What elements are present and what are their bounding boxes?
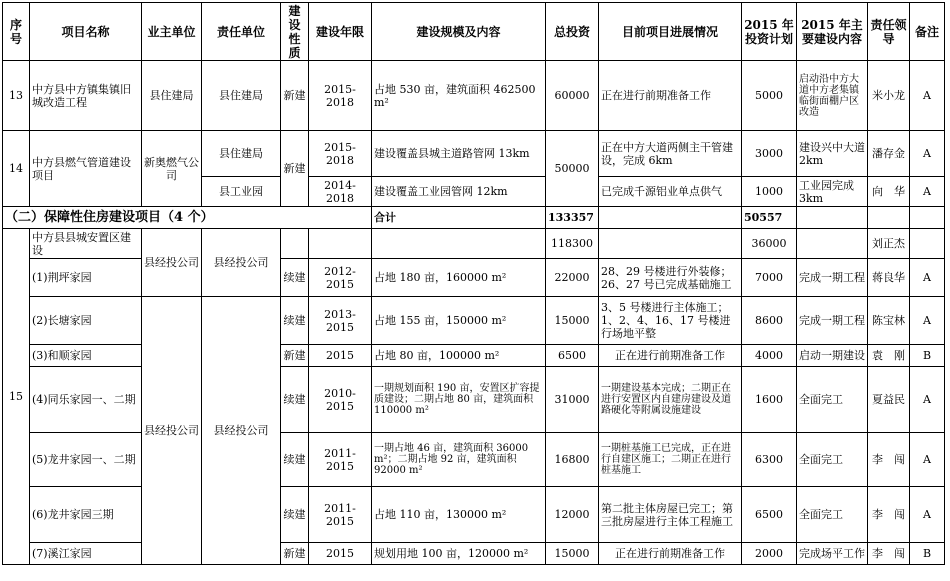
section-row [3, 207, 945, 229]
item5-note: A [910, 433, 945, 487]
row15-main-scale [372, 229, 546, 259]
table-row [3, 229, 945, 259]
row14-name: 中方县燃气管道建设项目 [30, 131, 142, 207]
header-plan2015: 2015 年投资计划 [742, 3, 797, 61]
section-total-label: 合计 [372, 207, 546, 229]
row13-seq: 13 [3, 61, 30, 131]
header-owner: 业主单位 [142, 3, 202, 61]
header-row [3, 3, 945, 61]
item2-content2015: 完成一期工程 [797, 297, 868, 345]
item5-content2015: 全面完工 [797, 433, 868, 487]
section-title: （二）保障性住房建设项目（4 个） [3, 207, 372, 229]
item7-invest: 15000 [546, 543, 599, 565]
row13-content2015: 启动沿中方大道中方老集镇临街面棚户区改造 [797, 61, 868, 131]
item4-plan2015: 1600 [742, 367, 797, 433]
row14-seq: 14 [3, 131, 30, 207]
row15-main-invest: 118300 [546, 229, 599, 259]
row14-content2015-1: 建设兴中大道 2km [797, 131, 868, 177]
item2-leader: 陈宝林 [868, 297, 910, 345]
row13-responsible: 县住建局 [202, 61, 281, 131]
item3-period: 2015 [309, 345, 372, 367]
item6-period: 2011-2015 [309, 487, 372, 543]
project-table [2, 2, 945, 565]
item2-name: (2)长塘家园 [30, 297, 142, 345]
item4-name: (4)同乐家园一、二期 [30, 367, 142, 433]
item6-invest: 12000 [546, 487, 599, 543]
row14-responsible-2: 县工业园 [202, 177, 281, 207]
section-empty-progress [599, 207, 742, 229]
item7-period: 2015 [309, 543, 372, 565]
item7-note: B [910, 543, 945, 565]
item5-name: (5)龙井家园一、二期 [30, 433, 142, 487]
row15-main-owner: 县经投公司 [142, 229, 202, 297]
item4-invest: 31000 [546, 367, 599, 433]
item1-leader: 蒋良华 [868, 259, 910, 297]
item1-name: (1)荆坪家园 [30, 259, 142, 297]
header-scale: 建设规模及内容 [372, 3, 546, 61]
item7-plan2015: 2000 [742, 543, 797, 565]
row14-scale-1: 建设覆盖县城主道路管网 13km [372, 131, 546, 177]
header-name: 项目名称 [30, 3, 142, 61]
section-total-plan: 50557 [742, 207, 797, 229]
row15-main-plan2015: 36000 [742, 229, 797, 259]
row13-leader: 米小龙 [868, 61, 910, 131]
item3-content2015: 启动一期建设 [797, 345, 868, 367]
row15-main-content2015 [797, 229, 868, 259]
item1-invest: 22000 [546, 259, 599, 297]
row14-note-2: A [910, 177, 945, 207]
item3-invest: 6500 [546, 345, 599, 367]
header-note: 备注 [910, 3, 945, 61]
row14-period-1: 2015-2018 [309, 131, 372, 177]
item6-progress: 第二批主体房屋已完工；第三批房屋进行主体工程施工 [599, 487, 742, 543]
item5-leader: 李 闯 [868, 433, 910, 487]
item6-scale: 占地 110 亩，130000 m² [372, 487, 546, 543]
item6-note: A [910, 487, 945, 543]
item2-progress: 3、5 号楼进行主体施工；1、2、4、16、17 号楼进行场地平整 [599, 297, 742, 345]
item2-plan2015: 8600 [742, 297, 797, 345]
item7-leader: 李 闯 [868, 543, 910, 565]
row15-main-responsible: 县经投公司 [202, 229, 281, 297]
table-row [3, 61, 945, 131]
item7-scale: 规划用地 100 亩，120000 m² [372, 543, 546, 565]
section-empty-leader [868, 207, 910, 229]
item3-nature: 新建 [281, 345, 309, 367]
row14-progress-1: 正在中方大道两侧主干管建设，完成 6km [599, 131, 742, 177]
header-content2015: 2015 年主要建设内容 [797, 3, 868, 61]
item5-progress: 一期桩基施工已完成，正在进行自建区施工；二期正在进行桩基施工 [599, 433, 742, 487]
row15-main-period [309, 229, 372, 259]
row13-nature: 新建 [281, 61, 309, 131]
row13-progress: 正在进行前期准备工作 [599, 61, 742, 131]
item6-name: (6)龙井家园三期 [30, 487, 142, 543]
item4-scale: 一期规划面积 190 亩，安置区扩容提质建设；二期占地 80 亩，建筑面积 110000 m² [372, 367, 546, 433]
row15-responsible2: 县经投公司 [202, 297, 281, 565]
item4-period: 2010-2015 [309, 367, 372, 433]
section-total-invest: 133357 [546, 207, 599, 229]
header-invest: 总投资 [546, 3, 599, 61]
header-nature: 建设性质 [281, 3, 309, 61]
item5-period: 2011-2015 [309, 433, 372, 487]
header-seq: 序号 [3, 3, 30, 61]
item7-name: (7)溪江家园 [30, 543, 142, 565]
row14-progress-2: 已完成千源铝业单点供气 [599, 177, 742, 207]
item4-note: A [910, 367, 945, 433]
item5-scale: 一期占地 46 亩，建筑面积 36000 m²；二期占地 92 亩，建筑面积 92000 m² [372, 433, 546, 487]
row14-leader-2: 向 华 [868, 177, 910, 207]
item4-nature: 续建 [281, 367, 309, 433]
item3-note: B [910, 345, 945, 367]
item6-nature: 续建 [281, 487, 309, 543]
row13-plan2015: 5000 [742, 61, 797, 131]
row15-main-leader: 刘正杰 [868, 229, 910, 259]
row13-owner: 县住建局 [142, 61, 202, 131]
item3-plan2015: 4000 [742, 345, 797, 367]
item6-content2015: 全面完工 [797, 487, 868, 543]
row14-invest: 50000 [546, 131, 599, 207]
item7-content2015: 完成场平工作 [797, 543, 868, 565]
item2-period: 2013-2015 [309, 297, 372, 345]
row15-owner2: 县经投公司 [142, 297, 202, 565]
row15-main-progress [599, 229, 742, 259]
row14-nature: 新建 [281, 131, 309, 207]
row14-period-2: 2014-2018 [309, 177, 372, 207]
item6-leader: 李 闯 [868, 487, 910, 543]
item3-name: (3)和顺家园 [30, 345, 142, 367]
item3-scale: 占地 80 亩，100000 m² [372, 345, 546, 367]
item2-scale: 占地 155 亩，150000 m² [372, 297, 546, 345]
item1-content2015: 完成一期工程 [797, 259, 868, 297]
item5-invest: 16800 [546, 433, 599, 487]
header-leader: 责任领导 [868, 3, 910, 61]
row14-content2015-2: 工业园完成 3km [797, 177, 868, 207]
row15-seq: 15 [3, 229, 30, 565]
row15-main-name: 中方县县城安置区建设 [30, 229, 142, 259]
item1-note: A [910, 259, 945, 297]
table-row [3, 297, 945, 345]
row14-owner: 新奥燃气公司 [142, 131, 202, 207]
section-empty-content [797, 207, 868, 229]
header-progress: 目前项目进展情况 [599, 3, 742, 61]
item7-progress: 正在进行前期准备工作 [599, 543, 742, 565]
item1-plan2015: 7000 [742, 259, 797, 297]
item1-period: 2012-2015 [309, 259, 372, 297]
item1-progress: 28、29 号楼进行外装修；26、27 号已完成基础施工 [599, 259, 742, 297]
row14-plan2015-1: 3000 [742, 131, 797, 177]
row13-period: 2015-2018 [309, 61, 372, 131]
row14-plan2015-2: 1000 [742, 177, 797, 207]
row13-invest: 60000 [546, 61, 599, 131]
row14-leader-1: 潘存金 [868, 131, 910, 177]
item4-leader: 夏益民 [868, 367, 910, 433]
section-empty-note [910, 207, 945, 229]
item5-nature: 续建 [281, 433, 309, 487]
item5-plan2015: 6300 [742, 433, 797, 487]
item1-scale: 占地 180 亩，160000 m² [372, 259, 546, 297]
row13-scale: 占地 530 亩，建筑面积 462500 m² [372, 61, 546, 131]
item2-nature: 续建 [281, 297, 309, 345]
row15-main-note [910, 229, 945, 259]
header-responsible: 责任单位 [202, 3, 281, 61]
row14-responsible-1: 县住建局 [202, 131, 281, 177]
row13-note: A [910, 61, 945, 131]
row15-main-nature [281, 229, 309, 259]
item3-leader: 袁 刚 [868, 345, 910, 367]
header-period: 建设年限 [309, 3, 372, 61]
item6-plan2015: 6500 [742, 487, 797, 543]
item4-content2015: 全面完工 [797, 367, 868, 433]
item3-progress: 正在进行前期准备工作 [599, 345, 742, 367]
row14-note-1: A [910, 131, 945, 177]
item7-nature: 新建 [281, 543, 309, 565]
item2-note: A [910, 297, 945, 345]
row14-scale-2: 建设覆盖工业园管网 12km [372, 177, 546, 207]
table-row [3, 131, 945, 177]
item1-nature: 续建 [281, 259, 309, 297]
item2-invest: 15000 [546, 297, 599, 345]
row13-name: 中方县中方镇集镇旧城改造工程 [30, 61, 142, 131]
item4-progress: 一期建设基本完成；二期正在进行安置区内自建房建设及道路硬化等附属设施建设 [599, 367, 742, 433]
